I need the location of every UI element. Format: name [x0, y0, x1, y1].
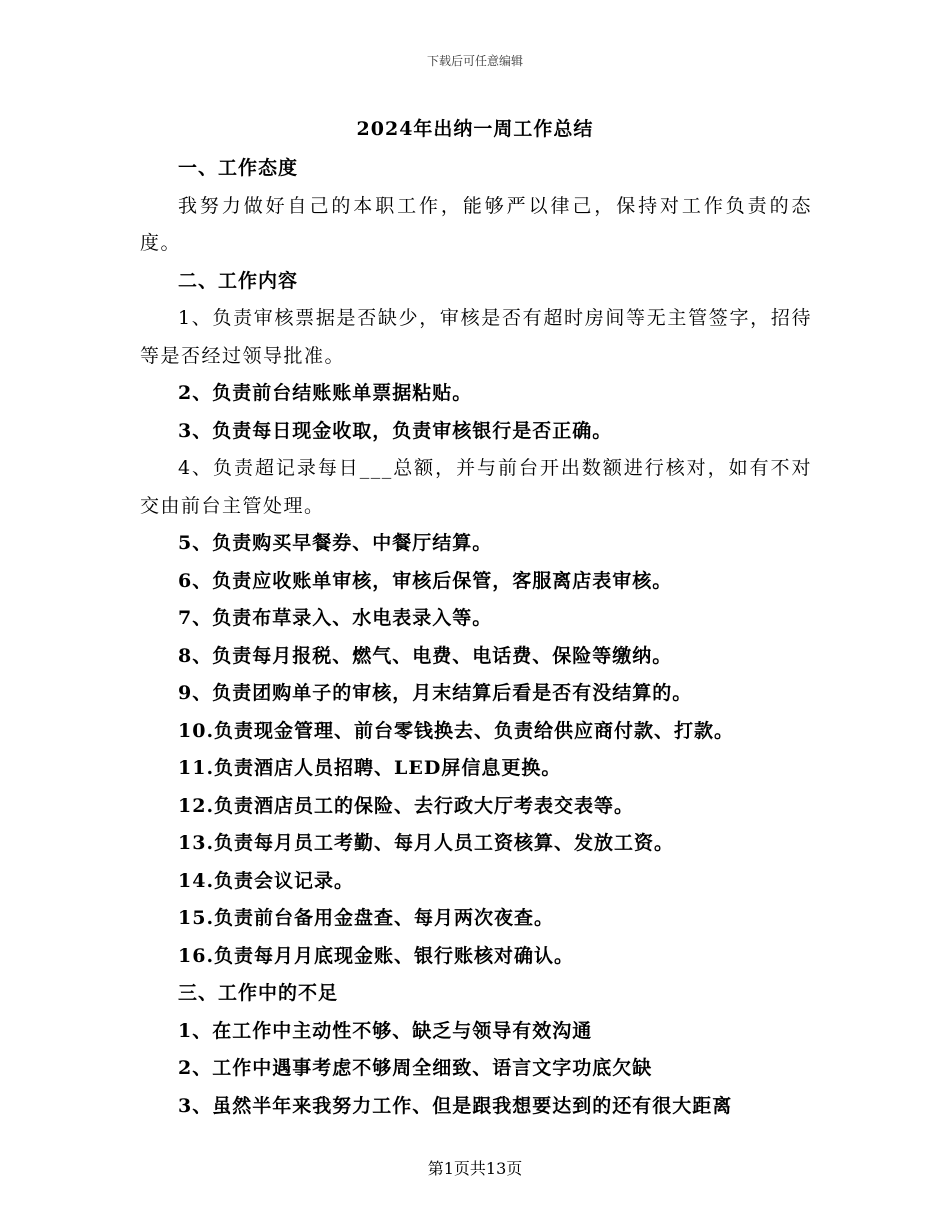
content-item: 15.负责前台备用金盘查、每月两次夜查。 [178, 907, 555, 929]
attitude-paragraph: 我努力做好自己的本职工作，能够严以律己，保持对工作负责的态度。 [140, 194, 812, 254]
content-item: 4、负责超记录每日___总额，并与前台开出数额进行核对，如有不对交由前台主管处理。 [140, 457, 812, 517]
content-item: 3、负责每日现金收取，负责审核银行是否正确。 [178, 419, 613, 442]
header-note: 下载后可任意编辑 [426, 54, 523, 68]
section-heading-shortcomings: 三、工作中的不足 [178, 982, 339, 1004]
content-item: 14.负责会议记录。 [178, 869, 355, 892]
shortcoming-item: 1、在工作中主动性不够、缺乏与领导有效沟通 [178, 1019, 593, 1042]
shortcoming-item: 2、工作中遇事考虑不够周全细致、语言文字功底欠缺 [178, 1057, 653, 1079]
content-item: 9、负责团购单子的审核，月末结算后看是否有没结算的。 [178, 682, 693, 704]
content-item: 6、负责应收账单审核，审核后保管，客服离店表审核。 [178, 569, 673, 592]
content-item: 10.负责现金管理、前台零钱换去、负责给供应商付款、打款。 [178, 719, 735, 742]
section-heading-attitude: 一、工作态度 [178, 157, 299, 179]
content-item: 12.负责酒店员工的保险、去行政大厅考表交表等。 [178, 794, 635, 817]
content-item: 2、负责前台结账账单票据粘贴。 [178, 382, 473, 404]
content-item: 16.负责每月月底现金账、银行账核对确认。 [178, 944, 575, 967]
page-footer: 第1页共13页 [427, 1159, 523, 1178]
content-item: 1、负责审核票据是否缺少，审核是否有超时房间等无主管签字，招待等是否经过领导批准。 [140, 307, 812, 367]
content-item: 7、负责布草录入、水电表录入等。 [178, 607, 493, 629]
shortcoming-item: 3、虽然半年来我努力工作、但是跟我想要达到的还有很大距离 [178, 1094, 733, 1117]
content-item: 8、负责每月报税、燃气、电费、电话费、保险等缴纳。 [178, 644, 673, 667]
content-item: 13.负责每月员工考勤、每月人员工资核算、发放工资。 [178, 832, 675, 854]
section-heading-content: 二、工作内容 [178, 269, 299, 292]
document-title: 2024年出纳一周工作总结 [356, 118, 594, 140]
content-item: 5、负责购买早餐券、中餐厅结算。 [178, 532, 493, 554]
content-item: 11.负责酒店人员招聘、LED屏信息更换。 [178, 757, 562, 779]
document-body [140, 150, 812, 1125]
